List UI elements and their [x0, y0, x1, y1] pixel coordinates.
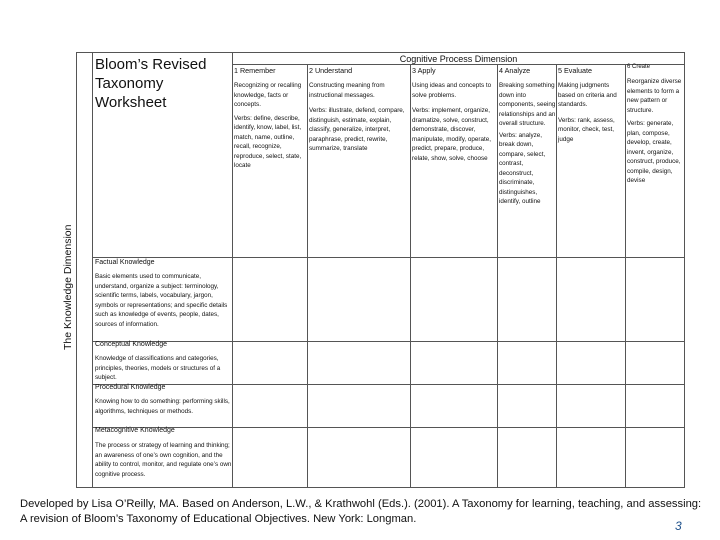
grid-row-divider	[92, 257, 685, 258]
column-header-create: 6 Create	[627, 64, 651, 70]
grid-col-divider	[92, 52, 93, 488]
column-cell-analyze	[499, 81, 556, 211]
column-header-analyze: 4 Analyze	[499, 66, 531, 75]
knowledge-dimension-label: The Knowledge Dimension	[62, 224, 74, 350]
column-description: Making judgments based on criteria and standards.	[558, 82, 617, 108]
column-cell-create	[627, 77, 684, 190]
column-description: Using ideas and concepts to solve problems.	[412, 82, 492, 99]
row-title-conceptual: Conceptual Knowledge	[95, 341, 167, 348]
column-verbs: Verbs: generate, plan, compose, develop, create, invent, organize, construct, produce, compile, design, devise	[627, 120, 681, 184]
grid-row-divider	[92, 427, 685, 428]
column-cell-remember	[234, 81, 306, 175]
grid-row-divider	[232, 64, 685, 65]
column-header-apply: 3 Apply	[412, 66, 436, 75]
column-header-evaluate: 5 Evaluate	[558, 66, 592, 75]
column-description: Reorganize diverse elements to form a new pattern or structure.	[627, 78, 682, 114]
grid-col-divider	[497, 64, 498, 488]
row-title-procedural: Procedural Knowledge	[95, 384, 166, 391]
column-cell-apply	[412, 81, 496, 167]
worksheet-title	[95, 55, 230, 112]
page-number: 3	[675, 519, 682, 533]
row-description-procedural: Knowing how to do something: performing skills, algorithms, techniques or methods.	[95, 398, 230, 415]
column-verbs: Verbs: implement, organize, dramatize, solve, construct, demonstrate, discover, manipulate, modify, operate, predict, prepare, produce, relate, show, solve, choose	[412, 107, 491, 162]
grid-col-divider	[307, 64, 308, 488]
column-verbs: Verbs: rank, assess, monitor, check, test, judge	[558, 116, 615, 143]
column-description: Recognizing or recalling knowledge, facts or concepts.	[234, 82, 302, 108]
row-description-metacognitive: The process or strategy of learning and thinking; an awareness of one’s own cognition, and the ability to control, monitor, and regulate one’s own cognitive process.	[95, 442, 232, 478]
row-description-conceptual: Knowledge of classifications and categories, principles, theories, models or structures of a subject.	[95, 355, 221, 381]
row-title-factual: Factual Knowledge	[95, 259, 155, 266]
title-line: Bloom’s Revised	[95, 56, 207, 73]
column-header-understand: 2 Understand	[309, 66, 353, 75]
grid-row-divider	[92, 341, 685, 342]
column-verbs: Verbs: define, describe, identify, know, label, list, match, name, outline, recall, recognize, reproduce, select, state, locate	[234, 114, 302, 169]
column-header-remember: 1 Remember	[234, 66, 276, 75]
column-description: Constructing meaning from instructional messages.	[309, 82, 385, 99]
column-description: Breaking something down into components, seeing relationships and an overall structure.	[499, 82, 556, 127]
title-line: Worksheet	[95, 94, 167, 111]
title-line: Taxonomy	[95, 75, 164, 92]
grid-col-divider	[556, 64, 557, 488]
row-description-factual: Basic elements used to communicate, understand, organize a subject: terminology, scientific terms, labels, vocabulary, jargon, symbols or representations; and specific details such as knowledge of events, people, dates, sources of information.	[95, 273, 228, 328]
column-verbs: Verbs: analyze, break down, compare, select, contrast, deconstruct, discriminate, distinguishes, identify, outline	[499, 131, 546, 205]
column-verbs: Verbs: illustrate, defend, compare, distinguish, estimate, explain, classify, generalize, interpret, paraphrase, predict, rewrite, summarize, translate	[309, 107, 405, 152]
column-cell-understand	[309, 81, 409, 158]
grid-col-divider	[232, 52, 233, 488]
grid-col-divider	[625, 64, 626, 488]
cognitive-process-header: Cognitive Process Dimension	[399, 54, 518, 64]
column-cell-evaluate	[558, 81, 624, 148]
grid-col-divider	[410, 64, 411, 488]
row-title-metacognitive: Metacognitive Knowledge	[95, 427, 175, 434]
citation-footer: Developed by Lisa O’Reilly, MA. Based on Anderson, L.W., & Krathwohl (Eds.). (2001). A Taxonomy for learning, teaching, and assessing: A revision of Bloom’s Taxonomy of Educational Objectives. New York: Longman.	[20, 498, 702, 525]
grid-row-divider	[92, 384, 685, 385]
